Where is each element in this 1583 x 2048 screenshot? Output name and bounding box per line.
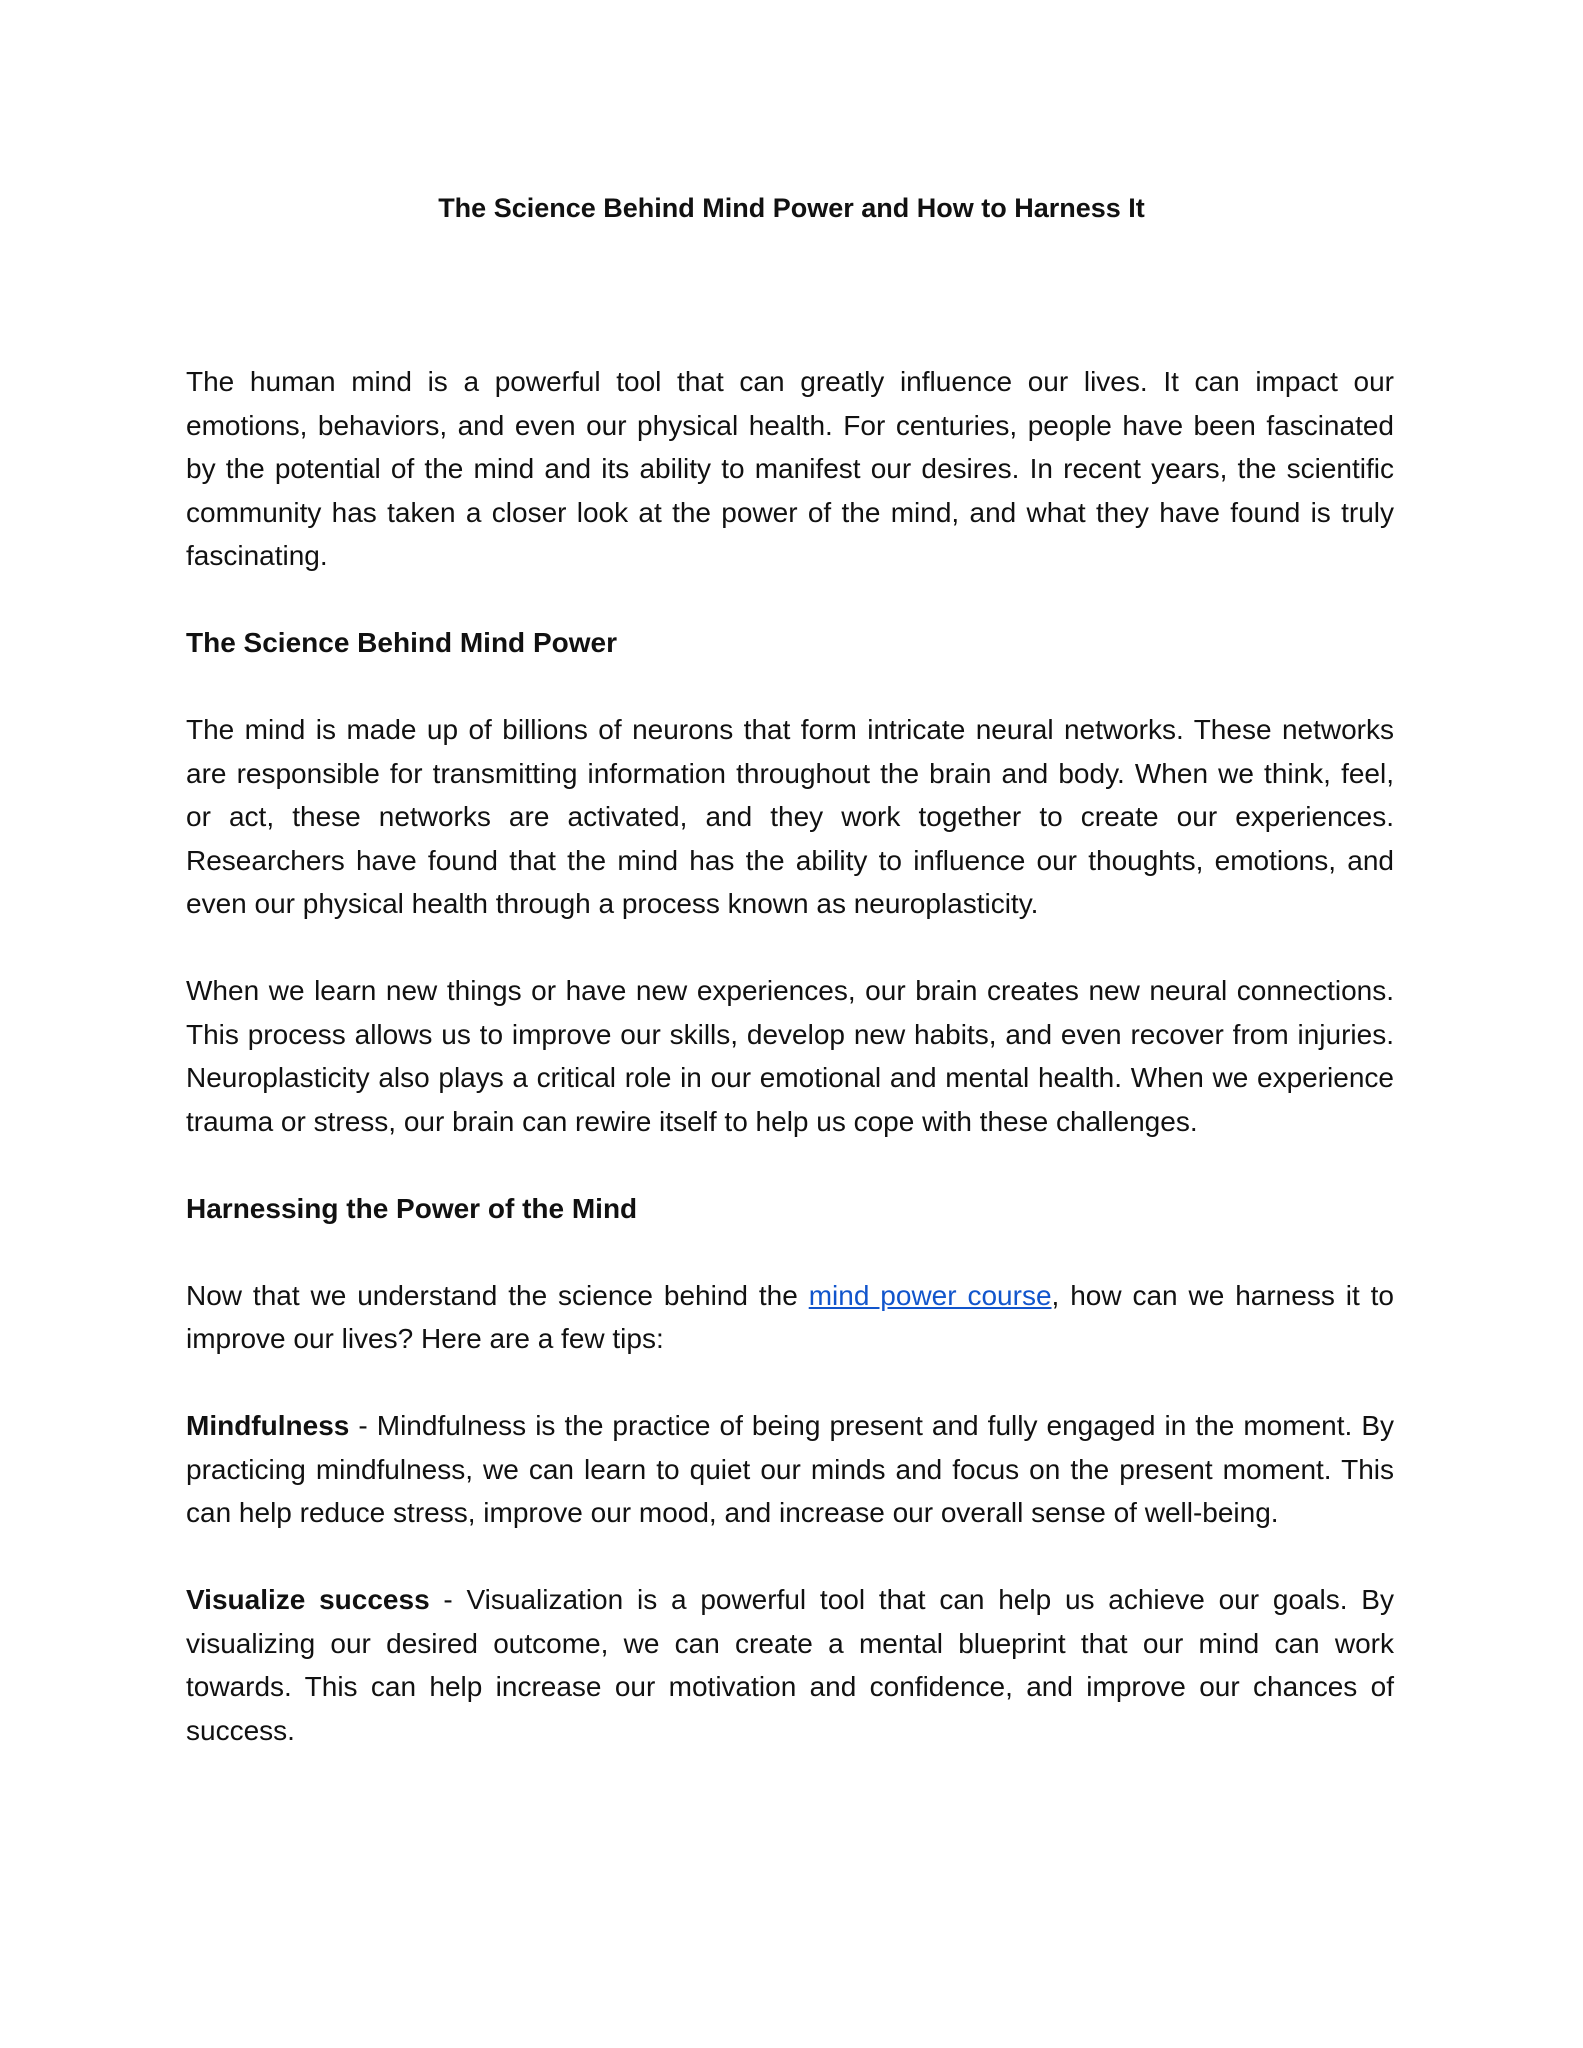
lead-text-before-link: Now that we understand the science behind the [186,1279,809,1311]
document-body [186,360,1394,1796]
science-paragraph-2: When we learn new things or have new experiences, our brain creates new neural connections. This process allows us to improve our skills, develop new habits, and even recover from injuries. Neuroplasticity also plays a critical role in our emotional and mental health. When we experience trauma or stress, our brain can rewire itself to help us cope with these challenges. [186,975,1394,1137]
mind-power-course-link[interactable]: mind power course [808,1279,1052,1311]
section-heading-science: The Science Behind Mind Power [186,627,617,658]
tip-text-visualize-success: - Visualization is a powerful tool that can help us achieve our goals. By visualizing our desired outcome, we can create a mental blueprint that our mind can work towards. This can help increase our motivation and confidence, and improve our chances of success. [186,1584,1394,1746]
harnessing-lead-paragraph [186,1274,1394,1361]
section-heading-harnessing: Harnessing the Power of the Mind [186,1192,638,1224]
document-title: The Science Behind Mind Power and How to Harness It [438,193,1145,223]
science-paragraph-1: The mind is made up of billions of neurons that form intricate neural networks. These networks are responsible for transmitting information throughout the brain and body. When we think, feel, or act, these networks are activated, and they work together to create our experiences. Researchers have found that the mind has the ability to influence our thoughts, emotions, and even our physical health through a process known as neuroplasticity. [186,714,1394,919]
tip-mindfulness [186,1404,1394,1535]
tip-visualize-success [186,1578,1394,1752]
tip-text-mindfulness: - Mindfulness is the practice of being present and fully engaged in the moment. By practicing mindfulness, we can learn to quiet our minds and focus on the present moment. This can help reduce stress, improve our mood, and increase our overall sense of well-being. [186,1410,1394,1528]
tip-term-visualize-success: Visualize success [186,1584,430,1615]
intro-paragraph: The human mind is a powerful tool that can greatly influence our lives. It can impact our emotions, behaviors, and even our physical health. For centuries, people have been fascinated by the potential of the mind and its ability to manifest our desires. In recent years, the scientific community has taken a closer look at the power of the mind, and what they have found is truly fascinating. [186,366,1394,571]
lead-text-after-link: , how can we harness it to improve our lives? Here are a few tips: [186,1279,1394,1354]
tip-term-mindfulness: Mindfulness [186,1410,350,1441]
